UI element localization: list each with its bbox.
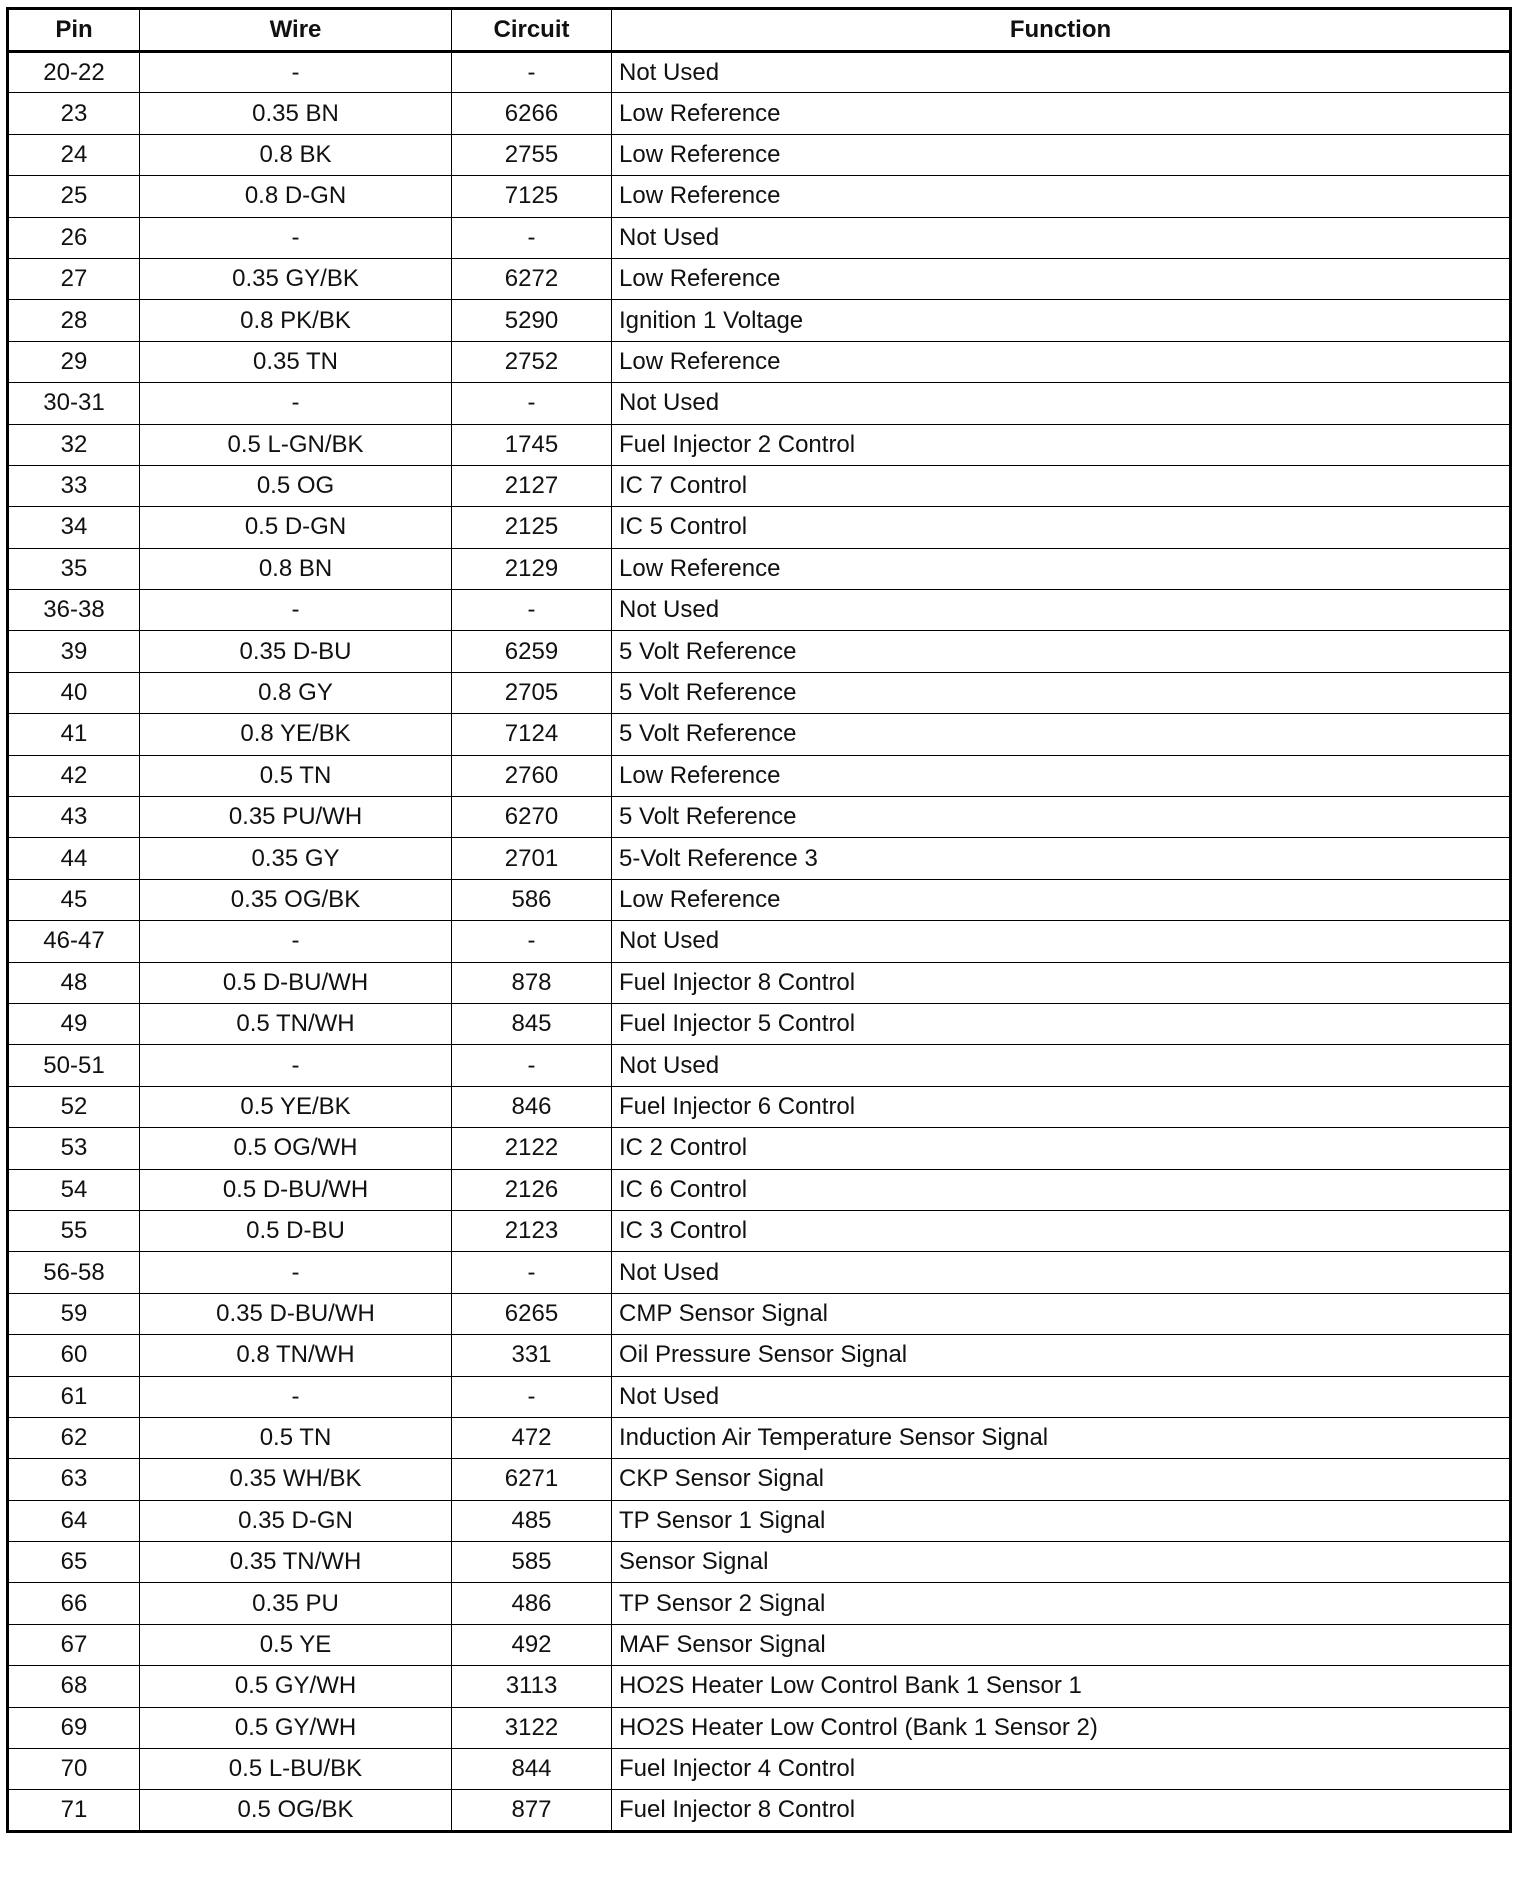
- table-row: [8, 300, 1511, 341]
- connector-pinout-table: [6, 7, 1512, 1833]
- function-cell: CMP Sensor Signal: [612, 1293, 1511, 1334]
- circuit-cell: 2760: [452, 755, 612, 796]
- table-row: [8, 217, 1511, 258]
- function-cell: Low Reference: [612, 258, 1511, 299]
- wire-cell: 0.8 PK/BK: [140, 300, 452, 341]
- pin-cell: 41: [8, 714, 140, 755]
- function-cell: Not Used: [612, 1045, 1511, 1086]
- pin-cell: 33: [8, 465, 140, 506]
- pin-cell: 67: [8, 1624, 140, 1665]
- pin-cell: 29: [8, 341, 140, 382]
- pin-cell: 34: [8, 507, 140, 548]
- circuit-cell: 586: [452, 879, 612, 920]
- table-row: [8, 838, 1511, 879]
- wire-cell: 0.35 PU/WH: [140, 797, 452, 838]
- pin-cell: 45: [8, 879, 140, 920]
- pin-cell: 70: [8, 1749, 140, 1790]
- table-row: [8, 672, 1511, 713]
- table-body: [8, 52, 1511, 1832]
- function-cell: Low Reference: [612, 134, 1511, 175]
- wire-cell: 0.5 TN: [140, 755, 452, 796]
- pin-cell: 56-58: [8, 1252, 140, 1293]
- function-cell: Fuel Injector 8 Control: [612, 1790, 1511, 1831]
- table-row: [8, 1045, 1511, 1086]
- pin-cell: 40: [8, 672, 140, 713]
- function-cell: MAF Sensor Signal: [612, 1624, 1511, 1665]
- wire-cell: -: [140, 1376, 452, 1417]
- wire-cell: 0.8 YE/BK: [140, 714, 452, 755]
- table-row: [8, 1542, 1511, 1583]
- wire-cell: 0.5 L-GN/BK: [140, 424, 452, 465]
- pin-cell: 35: [8, 548, 140, 589]
- circuit-cell: 877: [452, 1790, 612, 1831]
- wire-cell: -: [140, 590, 452, 631]
- function-cell: Low Reference: [612, 341, 1511, 382]
- header-pin: Pin: [8, 9, 140, 52]
- wire-cell: 0.5 OG/WH: [140, 1128, 452, 1169]
- table-row: [8, 1749, 1511, 1790]
- function-cell: Fuel Injector 4 Control: [612, 1749, 1511, 1790]
- pin-cell: 59: [8, 1293, 140, 1334]
- pin-cell: 48: [8, 962, 140, 1003]
- table-row: [8, 1500, 1511, 1541]
- pin-cell: 65: [8, 1542, 140, 1583]
- table-row: [8, 631, 1511, 672]
- function-cell: HO2S Heater Low Control (Bank 1 Sensor 2): [612, 1707, 1511, 1748]
- wire-cell: 0.35 PU: [140, 1583, 452, 1624]
- circuit-cell: 2122: [452, 1128, 612, 1169]
- table-row: [8, 590, 1511, 631]
- wire-cell: 0.5 D-BU/WH: [140, 962, 452, 1003]
- pin-cell: 69: [8, 1707, 140, 1748]
- circuit-cell: 6272: [452, 258, 612, 299]
- circuit-cell: 1745: [452, 424, 612, 465]
- wire-cell: 0.5 D-BU/WH: [140, 1169, 452, 1210]
- circuit-cell: 585: [452, 1542, 612, 1583]
- function-cell: Low Reference: [612, 755, 1511, 796]
- wire-cell: -: [140, 383, 452, 424]
- pin-cell: 24: [8, 134, 140, 175]
- wire-cell: -: [140, 217, 452, 258]
- circuit-cell: 2701: [452, 838, 612, 879]
- wire-cell: -: [140, 921, 452, 962]
- circuit-cell: 2125: [452, 507, 612, 548]
- pin-cell: 32: [8, 424, 140, 465]
- circuit-cell: 2129: [452, 548, 612, 589]
- table-row: [8, 465, 1511, 506]
- pin-cell: 55: [8, 1210, 140, 1251]
- pin-cell: 66: [8, 1583, 140, 1624]
- table-row: [8, 1128, 1511, 1169]
- function-cell: 5 Volt Reference: [612, 672, 1511, 713]
- wire-cell: 0.5 L-BU/BK: [140, 1749, 452, 1790]
- circuit-cell: 485: [452, 1500, 612, 1541]
- pin-cell: 53: [8, 1128, 140, 1169]
- function-cell: Not Used: [612, 383, 1511, 424]
- circuit-cell: 7125: [452, 176, 612, 217]
- circuit-cell: 6270: [452, 797, 612, 838]
- header-wire: Wire: [140, 9, 452, 52]
- table-row: [8, 1376, 1511, 1417]
- circuit-cell: 6266: [452, 93, 612, 134]
- function-cell: IC 6 Control: [612, 1169, 1511, 1210]
- circuit-cell: 7124: [452, 714, 612, 755]
- circuit-cell: -: [452, 52, 612, 93]
- pin-cell: 54: [8, 1169, 140, 1210]
- table-row: [8, 879, 1511, 920]
- pin-cell: 46-47: [8, 921, 140, 962]
- table-row: [8, 548, 1511, 589]
- function-cell: Ignition 1 Voltage: [612, 300, 1511, 341]
- wire-cell: 0.8 BK: [140, 134, 452, 175]
- wire-cell: 0.35 D-BU/WH: [140, 1293, 452, 1334]
- table-row: [8, 1086, 1511, 1127]
- table-row: [8, 1003, 1511, 1044]
- function-cell: Induction Air Temperature Sensor Signal: [612, 1417, 1511, 1458]
- pin-cell: 68: [8, 1666, 140, 1707]
- function-cell: Fuel Injector 8 Control: [612, 962, 1511, 1003]
- table-row: [8, 258, 1511, 299]
- wire-cell: 0.5 D-GN: [140, 507, 452, 548]
- wire-cell: 0.35 TN/WH: [140, 1542, 452, 1583]
- pin-cell: 20-22: [8, 52, 140, 93]
- circuit-cell: 3122: [452, 1707, 612, 1748]
- function-cell: TP Sensor 1 Signal: [612, 1500, 1511, 1541]
- table-row: [8, 921, 1511, 962]
- function-cell: Low Reference: [612, 879, 1511, 920]
- wire-cell: -: [140, 1045, 452, 1086]
- wire-cell: 0.8 D-GN: [140, 176, 452, 217]
- pin-cell: 71: [8, 1790, 140, 1831]
- circuit-cell: 846: [452, 1086, 612, 1127]
- function-cell: Not Used: [612, 217, 1511, 258]
- table-row: [8, 134, 1511, 175]
- function-cell: Not Used: [612, 921, 1511, 962]
- wire-cell: 0.5 OG: [140, 465, 452, 506]
- circuit-cell: -: [452, 1252, 612, 1293]
- table-row: [8, 1293, 1511, 1334]
- pin-cell: 42: [8, 755, 140, 796]
- function-cell: IC 2 Control: [612, 1128, 1511, 1169]
- wire-cell: -: [140, 1252, 452, 1293]
- circuit-cell: -: [452, 1045, 612, 1086]
- table-row: [8, 1790, 1511, 1831]
- wire-cell: 0.35 TN: [140, 341, 452, 382]
- pin-cell: 49: [8, 1003, 140, 1044]
- function-cell: Not Used: [612, 1252, 1511, 1293]
- function-cell: Low Reference: [612, 176, 1511, 217]
- pin-cell: 28: [8, 300, 140, 341]
- circuit-cell: 5290: [452, 300, 612, 341]
- wire-cell: 0.5 TN/WH: [140, 1003, 452, 1044]
- function-cell: Oil Pressure Sensor Signal: [612, 1335, 1511, 1376]
- function-cell: Low Reference: [612, 548, 1511, 589]
- table-row: [8, 1335, 1511, 1376]
- wire-cell: 0.5 GY/WH: [140, 1666, 452, 1707]
- function-cell: IC 3 Control: [612, 1210, 1511, 1251]
- function-cell: Sensor Signal: [612, 1542, 1511, 1583]
- function-cell: 5 Volt Reference: [612, 797, 1511, 838]
- function-cell: Low Reference: [612, 93, 1511, 134]
- pin-cell: 44: [8, 838, 140, 879]
- circuit-cell: -: [452, 217, 612, 258]
- circuit-cell: 2755: [452, 134, 612, 175]
- pin-cell: 63: [8, 1459, 140, 1500]
- header-function: Function: [612, 9, 1511, 52]
- table-row: [8, 1252, 1511, 1293]
- circuit-cell: 878: [452, 962, 612, 1003]
- circuit-cell: 472: [452, 1417, 612, 1458]
- function-cell: Fuel Injector 2 Control: [612, 424, 1511, 465]
- table-row: [8, 1417, 1511, 1458]
- circuit-cell: -: [452, 1376, 612, 1417]
- table-row: [8, 1624, 1511, 1665]
- pin-cell: 26: [8, 217, 140, 258]
- circuit-cell: 844: [452, 1749, 612, 1790]
- circuit-cell: 331: [452, 1335, 612, 1376]
- table-header-row: [8, 9, 1511, 52]
- wire-cell: 0.35 GY/BK: [140, 258, 452, 299]
- pin-cell: 36-38: [8, 590, 140, 631]
- table-row: [8, 1459, 1511, 1500]
- function-cell: 5 Volt Reference: [612, 714, 1511, 755]
- circuit-cell: 2123: [452, 1210, 612, 1251]
- function-cell: Not Used: [612, 590, 1511, 631]
- circuit-cell: -: [452, 383, 612, 424]
- circuit-cell: 2752: [452, 341, 612, 382]
- table-row: [8, 1707, 1511, 1748]
- table-row: [8, 962, 1511, 1003]
- circuit-cell: 6271: [452, 1459, 612, 1500]
- wire-cell: 0.35 D-GN: [140, 1500, 452, 1541]
- pin-cell: 43: [8, 797, 140, 838]
- wire-cell: 0.35 BN: [140, 93, 452, 134]
- table-row: [8, 383, 1511, 424]
- table-row: [8, 176, 1511, 217]
- function-cell: Fuel Injector 6 Control: [612, 1086, 1511, 1127]
- wire-cell: 0.35 WH/BK: [140, 1459, 452, 1500]
- pin-cell: 25: [8, 176, 140, 217]
- table-row: [8, 424, 1511, 465]
- wire-cell: -: [140, 52, 452, 93]
- wire-cell: 0.5 OG/BK: [140, 1790, 452, 1831]
- circuit-cell: 2705: [452, 672, 612, 713]
- pin-cell: 50-51: [8, 1045, 140, 1086]
- circuit-cell: 486: [452, 1583, 612, 1624]
- function-cell: 5-Volt Reference 3: [612, 838, 1511, 879]
- wire-cell: 0.8 BN: [140, 548, 452, 589]
- function-cell: TP Sensor 2 Signal: [612, 1583, 1511, 1624]
- table-row: [8, 52, 1511, 93]
- wire-cell: 0.5 GY/WH: [140, 1707, 452, 1748]
- wire-cell: 0.8 GY: [140, 672, 452, 713]
- function-cell: 5 Volt Reference: [612, 631, 1511, 672]
- circuit-cell: 2127: [452, 465, 612, 506]
- header-circuit: Circuit: [452, 9, 612, 52]
- table-row: [8, 797, 1511, 838]
- function-cell: IC 7 Control: [612, 465, 1511, 506]
- circuit-cell: 492: [452, 1624, 612, 1665]
- pin-cell: 52: [8, 1086, 140, 1127]
- table-row: [8, 1583, 1511, 1624]
- function-cell: CKP Sensor Signal: [612, 1459, 1511, 1500]
- wire-cell: 0.5 TN: [140, 1417, 452, 1458]
- circuit-cell: -: [452, 590, 612, 631]
- pin-cell: 39: [8, 631, 140, 672]
- circuit-cell: -: [452, 921, 612, 962]
- wire-cell: 0.35 GY: [140, 838, 452, 879]
- circuit-cell: 2126: [452, 1169, 612, 1210]
- circuit-cell: 6259: [452, 631, 612, 672]
- pin-cell: 60: [8, 1335, 140, 1376]
- pin-cell: 23: [8, 93, 140, 134]
- table-row: [8, 507, 1511, 548]
- table-row: [8, 93, 1511, 134]
- circuit-cell: 3113: [452, 1666, 612, 1707]
- pin-cell: 30-31: [8, 383, 140, 424]
- pin-cell: 64: [8, 1500, 140, 1541]
- function-cell: Not Used: [612, 52, 1511, 93]
- function-cell: HO2S Heater Low Control Bank 1 Sensor 1: [612, 1666, 1511, 1707]
- wire-cell: 0.8 TN/WH: [140, 1335, 452, 1376]
- function-cell: IC 5 Control: [612, 507, 1511, 548]
- circuit-cell: 845: [452, 1003, 612, 1044]
- wire-cell: 0.35 OG/BK: [140, 879, 452, 920]
- function-cell: Fuel Injector 5 Control: [612, 1003, 1511, 1044]
- pin-cell: 27: [8, 258, 140, 299]
- wire-cell: 0.5 D-BU: [140, 1210, 452, 1251]
- table-row: [8, 1210, 1511, 1251]
- pin-cell: 61: [8, 1376, 140, 1417]
- wire-cell: 0.5 YE: [140, 1624, 452, 1665]
- table-row: [8, 341, 1511, 382]
- wire-cell: 0.5 YE/BK: [140, 1086, 452, 1127]
- circuit-cell: 6265: [452, 1293, 612, 1334]
- wire-cell: 0.35 D-BU: [140, 631, 452, 672]
- table-row: [8, 714, 1511, 755]
- table-row: [8, 1169, 1511, 1210]
- table-row: [8, 755, 1511, 796]
- function-cell: Not Used: [612, 1376, 1511, 1417]
- table-row: [8, 1666, 1511, 1707]
- pin-cell: 62: [8, 1417, 140, 1458]
